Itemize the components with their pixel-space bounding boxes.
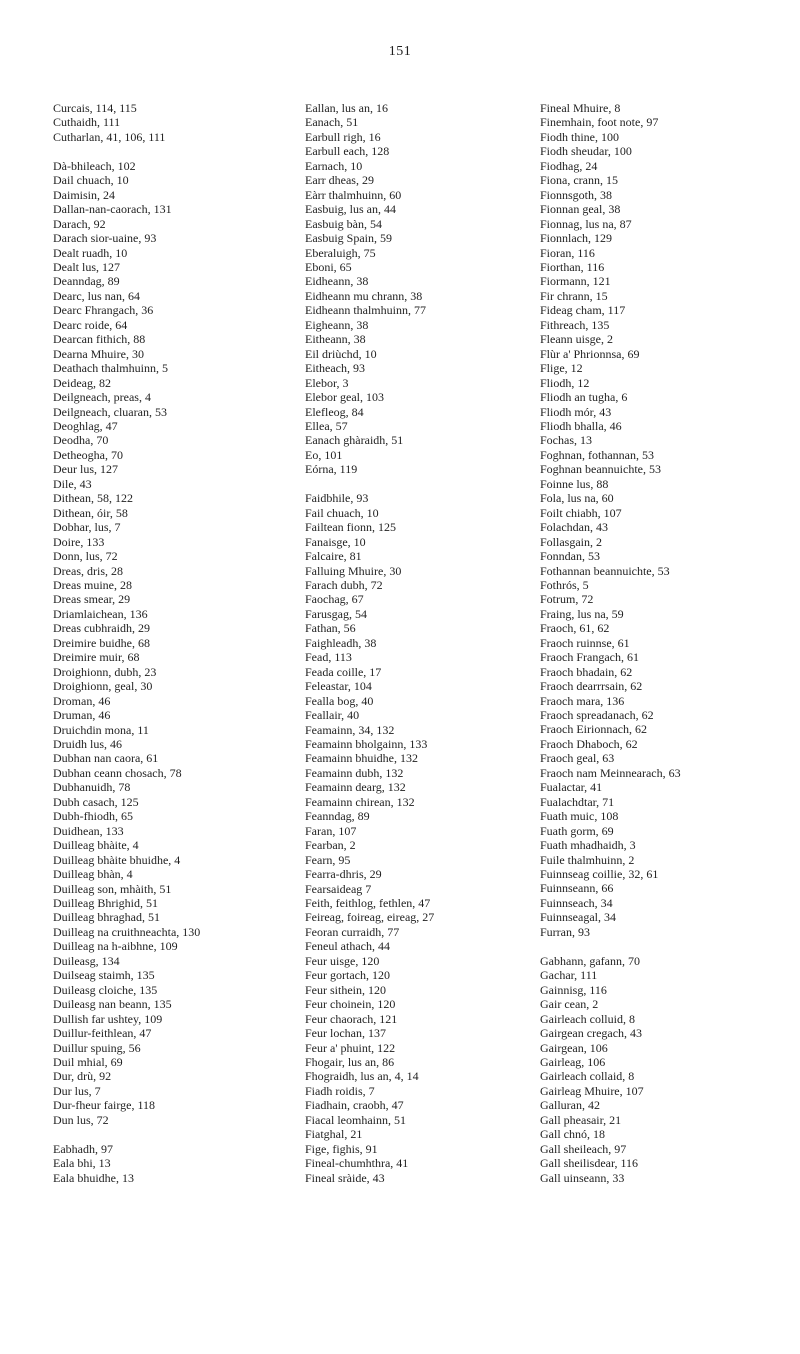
index-entry: Duilleag bhàn, 4: [53, 867, 133, 882]
index-entry: Feith, feithlog, fethlen, 47: [305, 895, 431, 910]
index-entry: Dearc roide, 64: [53, 317, 128, 332]
index-entry: Dearc, lus nan, 64: [53, 288, 140, 303]
index-entry: Fuinnseag coillie, 32, 61: [540, 867, 659, 882]
index-entry: Eboni, 65: [305, 259, 352, 274]
index-entry: Dearcan fithich, 88: [53, 332, 146, 347]
index-entry: Fearn, 95: [305, 852, 351, 867]
index-entry: Deathach thalmhuinn, 5: [53, 361, 168, 376]
index-entry: Gall sheilisdear, 116: [540, 1156, 639, 1171]
index-entry: Dubh casach, 125: [53, 794, 139, 809]
index-entry: Fiodh thine, 100: [540, 129, 620, 144]
index-entry: Eabhadh, 97: [53, 1141, 113, 1156]
index-entry: Dullish far ushtey, 109: [53, 1011, 163, 1026]
index-entry: Easbuig bàn, 54: [305, 216, 382, 231]
index-entry: Feamainn dubh, 132: [305, 765, 404, 780]
index-entry: Dreimire muir, 68: [53, 650, 140, 665]
index-entry: Gall uinseann, 33: [540, 1170, 625, 1185]
index-entry: Gairleach collaid, 8: [540, 1069, 635, 1084]
index-entry: Fuath muic, 108: [540, 809, 619, 824]
index-entry: Fiatghal, 21: [305, 1127, 363, 1142]
index-entry: Fraing, lus na, 59: [540, 606, 624, 621]
index-entry: Duillur spuing, 56: [53, 1040, 141, 1055]
index-entry: Dubhan nan caora, 61: [53, 751, 159, 766]
index-entry: Donn, lus, 72: [53, 549, 118, 564]
index-entry: Dile, 43: [53, 476, 92, 491]
index-entry: Fleann uisge, 2: [540, 332, 613, 347]
index-entry: Fuinnseach, 34: [540, 895, 613, 910]
index-entry: Dur lus, 7: [53, 1083, 101, 1098]
section-gap: [53, 144, 263, 159]
index-entry: Fhograidh, lus an, 4, 14: [305, 1069, 419, 1084]
index-entry: Fearra-dhris, 29: [305, 867, 382, 882]
index-entry: Foilt chiabh, 107: [540, 505, 622, 520]
index-column-2: [305, 101, 505, 1185]
index-entry: Fliodh bhalla, 46: [540, 418, 622, 433]
index-entry: Dur, drù, 92: [53, 1069, 112, 1084]
index-entry: Droman, 46: [53, 693, 111, 708]
index-entry: Eàrr thalmhuinn, 60: [305, 187, 402, 202]
index-entry: Fonndan, 53: [540, 549, 600, 564]
index-entry: Fathan, 56: [305, 621, 356, 636]
index-entry: Earbull righ, 16: [305, 129, 381, 144]
index-entry: Finemhain, foot note, 97: [540, 115, 659, 130]
index-entry: Droighionn, geal, 30: [53, 679, 153, 694]
index-entry: Gall chnó, 18: [540, 1127, 605, 1142]
index-entry: Faochag, 67: [305, 592, 364, 607]
index-entry: Duilleag na h-aibhne, 109: [53, 939, 178, 954]
index-entry: Deilgneach, cluaran, 53: [53, 404, 167, 419]
index-entry: Eidheann mu chrann, 38: [305, 288, 423, 303]
index-entry: Gall pheasair, 21: [540, 1112, 622, 1127]
index-entry: Dearna Mhuire, 30: [53, 346, 144, 361]
index-entry: Cutharlan, 41, 106, 111: [53, 129, 166, 144]
index-entry: Fiona, crann, 15: [540, 173, 618, 188]
index-entry: Fraoch Eirionnach, 62: [540, 722, 647, 737]
index-entry: Fochas, 13: [540, 433, 592, 448]
index-entry: Easbuig, lus an, 44: [305, 202, 396, 217]
index-entry: Flige, 12: [540, 361, 583, 376]
index-entry: Fanaisge, 10: [305, 534, 366, 549]
index-entry: Fiodh sheudar, 100: [540, 144, 632, 159]
index-entry: Gairleag Mhuire, 107: [540, 1083, 644, 1098]
index-entry: Galluran, 42: [540, 1098, 600, 1113]
index-entry: Fead, 113: [305, 650, 352, 665]
index-entry: Falcaire, 81: [305, 549, 362, 564]
index-entry: Feamainn chirean, 132: [305, 794, 415, 809]
index-entry: Eo, 101: [305, 447, 343, 462]
index-entry: Duidhean, 133: [53, 823, 124, 838]
index-entry: Eórna, 119: [305, 462, 358, 477]
index-entry: Gachar, 111: [540, 968, 598, 983]
index-entry: Dur-fheur fairge, 118: [53, 1098, 156, 1113]
index-entry: Gall sheileach, 97: [540, 1141, 627, 1156]
index-entry: Druidh lus, 46: [53, 736, 122, 751]
index-entry: Eala bhuidhe, 13: [53, 1170, 134, 1185]
index-entry: Feamainn bhuidhe, 132: [305, 751, 418, 766]
index-entry: Dail chuach, 10: [53, 173, 129, 188]
index-entry: Fraoch dearrrsain, 62: [540, 679, 643, 694]
index-entry: Foghnan beannuichte, 53: [540, 462, 661, 477]
index-entry: Feur gortach, 120: [305, 968, 390, 983]
index-entry: Duillur-feithlean, 47: [53, 1026, 152, 1041]
index-entry: Dun lus, 72: [53, 1112, 109, 1127]
index-entry: Duilleag bhàite, 4: [53, 838, 139, 853]
index-entry: Duileasg cloiche, 135: [53, 982, 158, 997]
index-entry: Easbuig Spain, 59: [305, 231, 392, 246]
index-entry: Dreas, dris, 28: [53, 563, 123, 578]
index-column-1: [53, 101, 263, 1185]
index-entry: Fige, fighis, 91: [305, 1141, 378, 1156]
index-entry: Fuinnseagal, 34: [540, 910, 616, 925]
index-entry: Cuthaidh, 111: [53, 115, 121, 130]
index-entry: Feur chaorach, 121: [305, 1011, 398, 1026]
index-entry: Dreas cubhraidh, 29: [53, 621, 150, 636]
index-entry: Fhogair, lus an, 86: [305, 1054, 395, 1069]
index-entry: Fuinnseann, 66: [540, 881, 614, 896]
index-entry: Fuile thalmhuinn, 2: [540, 852, 635, 867]
index-entry: Fualactar, 41: [540, 780, 603, 795]
index-entry: Fir chrann, 15: [540, 288, 608, 303]
index-entry: Detheogha, 70: [53, 447, 123, 462]
index-entry: Duilleag Bhrighid, 51: [53, 895, 158, 910]
index-entry: Farach dubh, 72: [305, 578, 383, 592]
index-entry: Fraoch nam Meinnearach, 63: [540, 765, 681, 780]
index-entry: Elebor geal, 103: [305, 390, 384, 405]
index-entry: Feallair, 40: [305, 708, 360, 723]
index-entry: Druman, 46: [53, 708, 111, 723]
index-entry: Fithreach, 135: [540, 317, 610, 332]
index-entry: Duileasg nan beann, 135: [53, 997, 172, 1012]
index-entry: Elefleog, 84: [305, 404, 364, 419]
index-entry: Feamainn, 34, 132: [305, 722, 395, 737]
index-entry: Falluing Mhuire, 30: [305, 563, 402, 578]
index-entry: Eanach, 51: [305, 115, 359, 130]
index-entry: Duilseag staimh, 135: [53, 968, 155, 983]
index-entry: Failtean fionn, 125: [305, 520, 396, 535]
index-entry: Feur uisge, 120: [305, 953, 380, 968]
index-entry: Deanndag, 89: [53, 274, 120, 289]
index-entry: Gairgean cregach, 43: [540, 1026, 643, 1041]
index-entry: Foinne lus, 88: [540, 476, 609, 491]
index-entry: Fotrum, 72: [540, 592, 594, 607]
index-entry: Fraoch mara, 136: [540, 693, 625, 708]
index-entry: Dà-bhileach, 102: [53, 158, 136, 173]
index-entry: Folachdan, 43: [540, 520, 608, 535]
index-entry: Feireag, foireag, eireag, 27: [305, 910, 435, 925]
index-entry: Gair cean, 2: [540, 997, 599, 1012]
index-entry: Fineal sràide, 43: [305, 1170, 385, 1185]
index-entry: Fiormann, 121: [540, 274, 611, 289]
index-entry: Feur a' phuint, 122: [305, 1040, 396, 1055]
index-entry: Eitheann, 38: [305, 332, 366, 347]
index-entry: Fuath mhadhaidh, 3: [540, 838, 636, 853]
index-entry: Faighleadh, 38: [305, 635, 377, 650]
index-entry: Dreas smear, 29: [53, 592, 131, 607]
index-entry: Gairgean, 106: [540, 1040, 608, 1055]
index-entry: Foghnan, fothannan, 53: [540, 447, 654, 462]
index-entry: Deilgneach, preas, 4: [53, 390, 151, 405]
index-entry: Fraoch Frangach, 61: [540, 650, 639, 665]
index-entry: Dithean, óir, 58: [53, 505, 128, 520]
index-entry: Fearsaideag 7: [305, 881, 372, 896]
index-entry: Duilleag bhraghad, 51: [53, 910, 160, 925]
index-entry: Eil driùchd, 10: [305, 346, 377, 361]
index-entry: Eala bhi, 13: [53, 1156, 111, 1171]
index-entry: Ellea, 57: [305, 418, 348, 433]
index-entry: Feur sithein, 120: [305, 982, 386, 997]
index-entry: Dreimire buidhe, 68: [53, 635, 150, 650]
index-entry: Fineal-chumhthra, 41: [305, 1156, 409, 1171]
index-entry: Duileasg, 134: [53, 953, 120, 968]
index-entry: Fuath gorm, 69: [540, 823, 614, 838]
index-entry: Earr dheas, 29: [305, 173, 374, 188]
index-entry: Fraoch, 61, 62: [540, 621, 610, 636]
index-entry: Eidheann, 38: [305, 274, 369, 289]
index-entry: Farusgag, 54: [305, 606, 367, 621]
page-number: 151: [388, 44, 412, 59]
index-entry: Gabhann, gafann, 70: [540, 953, 640, 968]
index-entry: Follasgain, 2: [540, 534, 602, 549]
index-entry: Doire, 133: [53, 534, 105, 549]
index-entry: Fiacal leomhainn, 51: [305, 1112, 406, 1127]
index-entry: Darach, 92: [53, 216, 106, 231]
index-entry: Dubhan ceann chosach, 78: [53, 765, 182, 780]
index-entry: Darach sior-uaine, 93: [53, 231, 157, 246]
index-entry: Feamainn bholgainn, 133: [305, 736, 428, 751]
index-entry: Feanndag, 89: [305, 809, 370, 824]
index-entry: Fiadhain, craobh, 47: [305, 1098, 404, 1113]
index-entry: Eidheann thalmhuinn, 77: [305, 303, 426, 318]
index-entry: Gairleach colluid, 8: [540, 1011, 635, 1026]
index-entry: Fionnsgoth, 38: [540, 187, 613, 202]
index-entry: Gainnisg, 116: [540, 982, 607, 997]
index-entry: Fraoch geal, 63: [540, 751, 615, 766]
index-entry: Eberaluigh, 75: [305, 245, 376, 260]
index-entry: Dealt ruadh, 10: [53, 245, 128, 260]
index-entry: Duilleag son, mhàith, 51: [53, 881, 172, 896]
index-entry: Feleastar, 104: [305, 679, 372, 694]
index-entry: Daimisin, 24: [53, 187, 115, 202]
index-entry: Fualachdtar, 71: [540, 794, 615, 809]
index-entry: Fideag cham, 117: [540, 303, 626, 318]
index-entry: Fothannan beannuichte, 53: [540, 563, 670, 578]
index-entry: Dobhar, lus, 7: [53, 520, 121, 535]
index-entry: Fearban, 2: [305, 838, 356, 853]
index-entry: Fionnlach, 129: [540, 231, 612, 246]
index-entry: Feur choinein, 120: [305, 997, 396, 1012]
index-entry: Fionnag, lus na, 87: [540, 216, 632, 231]
index-entry: Dreas muine, 28: [53, 578, 132, 592]
index-entry: Fliodh an tugha, 6: [540, 390, 628, 405]
index-entry: Earnach, 10: [305, 158, 363, 173]
index-entry: Dealt lus, 127: [53, 260, 120, 275]
index-entry: Fealla bog, 40: [305, 693, 374, 708]
section-gap: [305, 477, 505, 492]
index-entry: Dubh-fhiodh, 65: [53, 809, 133, 824]
index-entry: Duilleag bhàite bhuidhe, 4: [53, 852, 181, 867]
index-entry: Fraoch bhadain, 62: [540, 664, 633, 679]
index-entry: Elebor, 3: [305, 375, 349, 390]
index-entry: Fail chuach, 10: [305, 505, 379, 520]
index-column-3: [540, 101, 780, 1185]
index-entry: Druichdin mona, 11: [53, 722, 149, 737]
index-entry: Flùr a' Phrionnsa, 69: [540, 346, 640, 361]
index-entry: Deodha, 70: [53, 433, 109, 448]
section-gap: [540, 939, 780, 954]
index-entry: Eallan, lus an, 16: [305, 101, 388, 115]
index-entry: Fionnan geal, 38: [540, 202, 621, 217]
index-entry: Fiadh roidis, 7: [305, 1083, 375, 1098]
index-entry: Driamlaichean, 136: [53, 606, 148, 621]
index-entry: Dubhanuidh, 78: [53, 780, 131, 795]
index-entry: Fioran, 116: [540, 245, 595, 260]
index-entry: Fliodh, 12: [540, 375, 590, 390]
index-entry: Duil mhial, 69: [53, 1054, 123, 1069]
index-entry: Fraoch ruinnse, 61: [540, 635, 630, 650]
index-entry: Fliodh mór, 43: [540, 404, 612, 419]
index-entry: Fiorthan, 116: [540, 259, 605, 274]
index-entry: Feneul athach, 44: [305, 939, 390, 954]
index-entry: Eitheach, 93: [305, 361, 365, 376]
index-entry: Faran, 107: [305, 823, 357, 838]
index-entry: Furran, 93: [540, 924, 590, 939]
index-entry: Deur lus, 127: [53, 462, 118, 477]
index-entry: Feoran curraidh, 77: [305, 924, 400, 939]
index-entry: Fola, lus na, 60: [540, 491, 614, 506]
index-entry: Curcais, 114, 115: [53, 101, 137, 115]
index-entry: Fothrós, 5: [540, 577, 589, 592]
index-entry: Gairleag, 106: [540, 1054, 606, 1069]
index-entry: Eanach ghàraidh, 51: [305, 433, 404, 448]
index-entry: Fiodhag, 24: [540, 158, 598, 173]
section-gap: [53, 1127, 263, 1142]
index-entry: Fraoch spreadanach, 62: [540, 708, 654, 723]
index-entry: Feada coille, 17: [305, 664, 382, 679]
index-entry: Feur lochan, 137: [305, 1026, 386, 1041]
index-entry: Eigheann, 38: [305, 317, 369, 332]
index-entry: Fraoch Dhaboch, 62: [540, 736, 638, 751]
index-entry: Deoghlag, 47: [53, 419, 118, 434]
index-entry: Earbull each, 128: [305, 144, 390, 159]
index-entry: Duilleag na cruithneachta, 130: [53, 924, 201, 939]
index-entry: Dithean, 58, 122: [53, 491, 133, 506]
index-entry: Dallan-nan-caorach, 131: [53, 202, 172, 217]
index-entry: Droighionn, dubh, 23: [53, 664, 157, 679]
index-entry: Deideag, 82: [53, 375, 111, 390]
index-entry: Fineal Mhuire, 8: [540, 101, 621, 115]
index-entry: Feamainn dearg, 132: [305, 780, 406, 795]
index-entry: Faidbhile, 93: [305, 491, 369, 506]
index-entry: Dearc Fhrangach, 36: [53, 303, 154, 318]
